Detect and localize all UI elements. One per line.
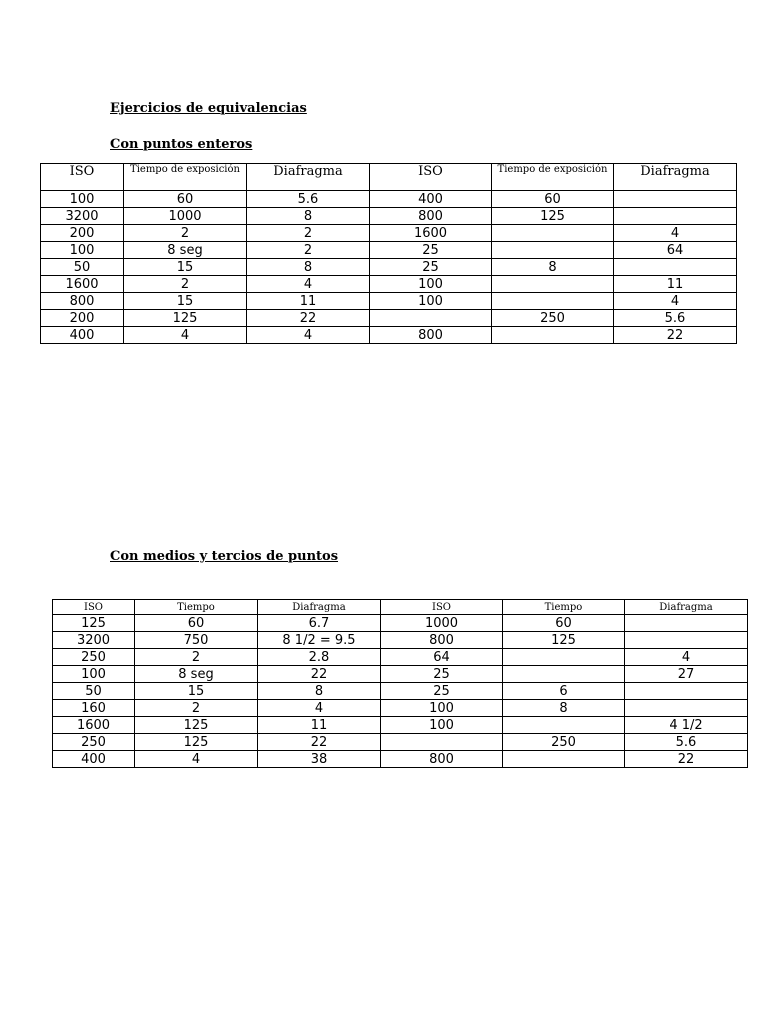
- cell-exposure-time: 60: [503, 615, 625, 632]
- cell-exposure-time: [503, 751, 625, 768]
- table-row: [53, 751, 748, 768]
- cell-aperture: 64: [614, 242, 737, 259]
- cell-aperture: [625, 632, 748, 649]
- cell-exposure-time: 2: [135, 649, 258, 666]
- table-row: [41, 327, 737, 344]
- cell-iso: 100: [53, 666, 135, 683]
- cell-iso: 100: [381, 717, 503, 734]
- cell-aperture: 2: [247, 242, 370, 259]
- cell-exposure-time: 250: [503, 734, 625, 751]
- cell-exposure-time: 60: [492, 191, 614, 208]
- table-row: [53, 717, 748, 734]
- cell-aperture: 4: [258, 700, 381, 717]
- cell-exposure-time: [492, 293, 614, 310]
- cell-aperture: [614, 259, 737, 276]
- cell-aperture: 5.6: [625, 734, 748, 751]
- cell-aperture: 11: [614, 276, 737, 293]
- table-row: [53, 615, 748, 632]
- cell-iso: 1000: [381, 615, 503, 632]
- table-row: [53, 700, 748, 717]
- cell-exposure-time: 2: [135, 700, 258, 717]
- table-half-third-stops: [52, 599, 748, 768]
- cell-iso: 400: [53, 751, 135, 768]
- table-row: [53, 734, 748, 751]
- cell-aperture: 2: [247, 225, 370, 242]
- cell-iso: 1600: [53, 717, 135, 734]
- cell-iso: 200: [41, 225, 124, 242]
- cell-exposure-time: 8: [492, 259, 614, 276]
- header-iso: ISO: [41, 164, 124, 191]
- cell-aperture: 22: [247, 310, 370, 327]
- cell-aperture: 22: [258, 666, 381, 683]
- header-iso: ISO: [381, 600, 503, 615]
- cell-iso: 100: [41, 191, 124, 208]
- cell-iso: 100: [41, 242, 124, 259]
- cell-aperture: 38: [258, 751, 381, 768]
- cell-iso: 1600: [370, 225, 492, 242]
- cell-iso: 3200: [53, 632, 135, 649]
- cell-iso: 1600: [41, 276, 124, 293]
- cell-iso: 64: [381, 649, 503, 666]
- cell-iso: 800: [381, 632, 503, 649]
- cell-iso: 800: [41, 293, 124, 310]
- table-whole-stops: [40, 163, 737, 344]
- document-title: Ejercicios de equivalencias: [110, 101, 307, 116]
- table-row: [41, 225, 737, 242]
- cell-aperture: 4: [247, 327, 370, 344]
- cell-exposure-time: 125: [503, 632, 625, 649]
- table-body: [41, 191, 737, 344]
- cell-aperture: [614, 191, 737, 208]
- cell-aperture: 11: [258, 717, 381, 734]
- cell-iso: 100: [381, 700, 503, 717]
- cell-aperture: 5.6: [614, 310, 737, 327]
- cell-iso: 50: [53, 683, 135, 700]
- cell-exposure-time: 15: [124, 259, 247, 276]
- cell-exposure-time: 8: [503, 700, 625, 717]
- cell-exposure-time: 2: [124, 276, 247, 293]
- table-row: [53, 649, 748, 666]
- cell-exposure-time: 60: [135, 615, 258, 632]
- cell-iso: 800: [370, 208, 492, 225]
- table-row: [41, 191, 737, 208]
- cell-aperture: 8: [247, 259, 370, 276]
- cell-aperture: 8: [247, 208, 370, 225]
- cell-aperture: [625, 700, 748, 717]
- cell-iso: 400: [370, 191, 492, 208]
- table-row: [41, 242, 737, 259]
- table-row: [41, 259, 737, 276]
- cell-exposure-time: 125: [124, 310, 247, 327]
- header-exposure-time: Tiempo de exposición: [124, 164, 247, 191]
- cell-aperture: [625, 683, 748, 700]
- table-row: [53, 683, 748, 700]
- cell-exposure-time: 15: [124, 293, 247, 310]
- table-row: [41, 276, 737, 293]
- table-row: [41, 208, 737, 225]
- cell-exposure-time: [492, 276, 614, 293]
- cell-exposure-time: 4: [124, 327, 247, 344]
- cell-exposure-time: [492, 327, 614, 344]
- cell-aperture: 27: [625, 666, 748, 683]
- cell-exposure-time: [492, 242, 614, 259]
- header-exposure-time: Tiempo: [503, 600, 625, 615]
- table-header-row: [53, 600, 748, 615]
- cell-aperture: [614, 208, 737, 225]
- cell-iso: 100: [370, 276, 492, 293]
- cell-aperture: 2.8: [258, 649, 381, 666]
- cell-iso: [370, 310, 492, 327]
- cell-exposure-time: 8 seg: [135, 666, 258, 683]
- cell-aperture: [625, 615, 748, 632]
- cell-exposure-time: 125: [135, 717, 258, 734]
- cell-iso: 250: [53, 649, 135, 666]
- cell-aperture: 4: [614, 293, 737, 310]
- cell-exposure-time: [503, 717, 625, 734]
- cell-iso: 800: [370, 327, 492, 344]
- table-row: [41, 310, 737, 327]
- cell-exposure-time: 8 seg: [124, 242, 247, 259]
- cell-iso: 200: [41, 310, 124, 327]
- cell-iso: 25: [370, 259, 492, 276]
- cell-aperture: 8: [258, 683, 381, 700]
- cell-iso: 250: [53, 734, 135, 751]
- cell-exposure-time: 15: [135, 683, 258, 700]
- cell-iso: 25: [381, 666, 503, 683]
- cell-aperture: 22: [258, 734, 381, 751]
- cell-aperture: 8 1/2 = 9.5: [258, 632, 381, 649]
- cell-exposure-time: 4: [135, 751, 258, 768]
- header-aperture: Diafragma: [258, 600, 381, 615]
- cell-iso: 125: [53, 615, 135, 632]
- table-header-row: [41, 164, 737, 191]
- cell-exposure-time: [503, 666, 625, 683]
- cell-exposure-time: [492, 225, 614, 242]
- cell-exposure-time: 1000: [124, 208, 247, 225]
- cell-exposure-time: 60: [124, 191, 247, 208]
- table-row: [53, 666, 748, 683]
- section-title-half-third-stops: Con medios y tercios de puntos: [110, 549, 339, 564]
- cell-iso: 25: [381, 683, 503, 700]
- cell-aperture: 4 1/2: [625, 717, 748, 734]
- cell-aperture: 5.6: [247, 191, 370, 208]
- section-title-whole-stops: Con puntos enteros: [110, 137, 253, 152]
- header-iso: ISO: [370, 164, 492, 191]
- cell-aperture: 4: [247, 276, 370, 293]
- cell-iso: 800: [381, 751, 503, 768]
- cell-iso: 25: [370, 242, 492, 259]
- cell-iso: 50: [41, 259, 124, 276]
- cell-iso: 100: [370, 293, 492, 310]
- cell-exposure-time: 250: [492, 310, 614, 327]
- cell-exposure-time: 6: [503, 683, 625, 700]
- cell-aperture: 4: [614, 225, 737, 242]
- table-row: [53, 632, 748, 649]
- header-aperture: Diafragma: [625, 600, 748, 615]
- cell-aperture: 11: [247, 293, 370, 310]
- cell-exposure-time: 2: [124, 225, 247, 242]
- header-aperture: Diafragma: [614, 164, 737, 191]
- cell-exposure-time: 125: [492, 208, 614, 225]
- cell-aperture: 22: [614, 327, 737, 344]
- cell-aperture: 22: [625, 751, 748, 768]
- cell-exposure-time: [503, 649, 625, 666]
- table-body: [53, 615, 748, 768]
- table-row: [41, 293, 737, 310]
- header-exposure-time: Tiempo de exposición: [492, 164, 614, 191]
- cell-aperture: 4: [625, 649, 748, 666]
- cell-iso: 160: [53, 700, 135, 717]
- header-iso: ISO: [53, 600, 135, 615]
- cell-exposure-time: 125: [135, 734, 258, 751]
- header-aperture: Diafragma: [247, 164, 370, 191]
- cell-iso: [381, 734, 503, 751]
- cell-aperture: 6.7: [258, 615, 381, 632]
- cell-exposure-time: 750: [135, 632, 258, 649]
- cell-iso: 3200: [41, 208, 124, 225]
- header-exposure-time: Tiempo: [135, 600, 258, 615]
- cell-iso: 400: [41, 327, 124, 344]
